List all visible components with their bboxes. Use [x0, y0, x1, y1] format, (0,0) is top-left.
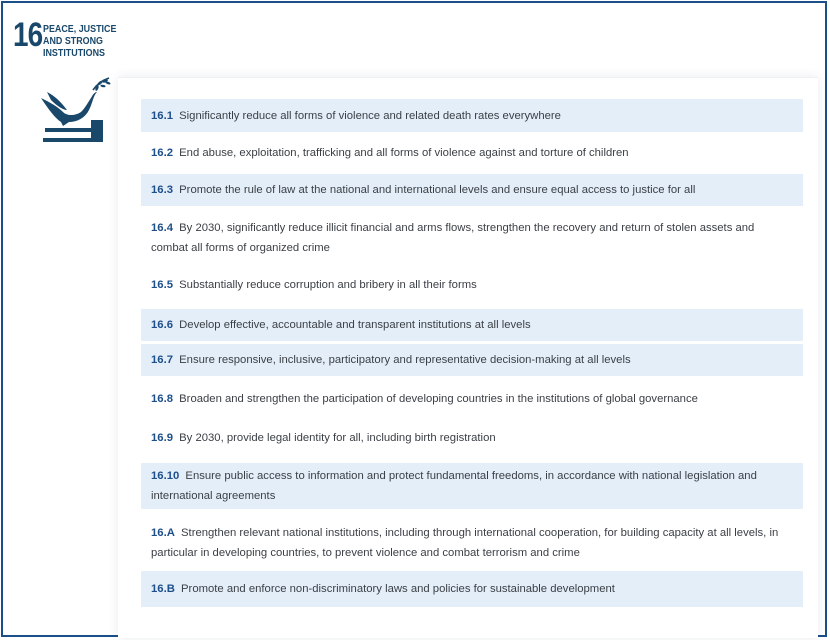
target-16-4 [141, 213, 803, 263]
goal-title-line-3: INSTITUTIONS [43, 47, 105, 59]
target-code: 16.8 [151, 393, 173, 405]
goal-number: 16 [13, 16, 43, 54]
targets-panel [118, 77, 818, 638]
target-code: 16.1 [151, 109, 173, 122]
target-text: Substantially reduce corruption and bribery in all their forms [179, 279, 477, 291]
target-text: Ensure public access to information and protect fundamental freedoms, in accordance with national legislation and international agreements [151, 470, 757, 502]
target-code: 16.10 [151, 470, 180, 482]
target-16-7 [141, 344, 803, 376]
target-text: End abuse, exploitation, trafficking and all forms of violence against and torture of children [179, 147, 629, 159]
target-text: Promote the rule of law at the national and international levels and ensure equal access to justice for all [179, 184, 696, 196]
target-text: Ensure responsive, inclusive, participatory and representative decision-making at all levels [179, 354, 631, 366]
target-code: 16.4 [151, 222, 173, 234]
page-frame [1, 1, 827, 637]
sdg-goal-badge [13, 18, 133, 138]
target-code: 16.9 [151, 432, 173, 444]
target-16-5 [141, 270, 803, 300]
target-16-1 [141, 99, 803, 132]
target-16-9 [141, 423, 803, 453]
target-16-6 [141, 309, 803, 341]
goal-title [43, 23, 128, 59]
goal-title-line-2: AND STRONG [43, 35, 104, 47]
target-16-2 [141, 138, 803, 168]
target-text: Develop effective, accountable and transparent institutions at all levels [179, 319, 531, 331]
dove-gavel-icon [37, 76, 117, 146]
target-code: 16.B [151, 583, 175, 595]
target-code: 16.2 [151, 147, 173, 159]
target-code: 16.5 [151, 279, 173, 291]
target-code: 16.3 [151, 184, 173, 196]
target-16-8 [141, 384, 803, 414]
target-code: 16.A [151, 527, 175, 539]
target-text: By 2030, significantly reduce illicit financial and arms flows, strengthen the recovery and return of stolen assets and combat all forms of organized crime [151, 222, 755, 254]
goal-title-line-1: PEACE, JUSTICE [43, 23, 117, 35]
target-text: Broaden and strengthen the participation of developing countries in the institutions of global governance [179, 393, 698, 405]
target-code: 16.6 [151, 319, 173, 331]
target-16-a [141, 518, 803, 568]
target-text: Significantly reduce all forms of violence and related death rates everywhere [179, 109, 561, 122]
target-code: 16.7 [151, 354, 173, 366]
target-16-3 [141, 174, 803, 206]
target-text: Strengthen relevant national institutions, including through international cooperation, for building capacity at all levels, in particular in developing countries, to prevent violence and combat terrorism and crime [151, 527, 779, 559]
target-16-b [141, 571, 803, 607]
target-text: By 2030, provide legal identity for all, including birth registration [179, 432, 496, 444]
target-16-10 [141, 463, 803, 509]
target-text: Promote and enforce non-discriminatory laws and policies for sustainable development [181, 583, 615, 595]
